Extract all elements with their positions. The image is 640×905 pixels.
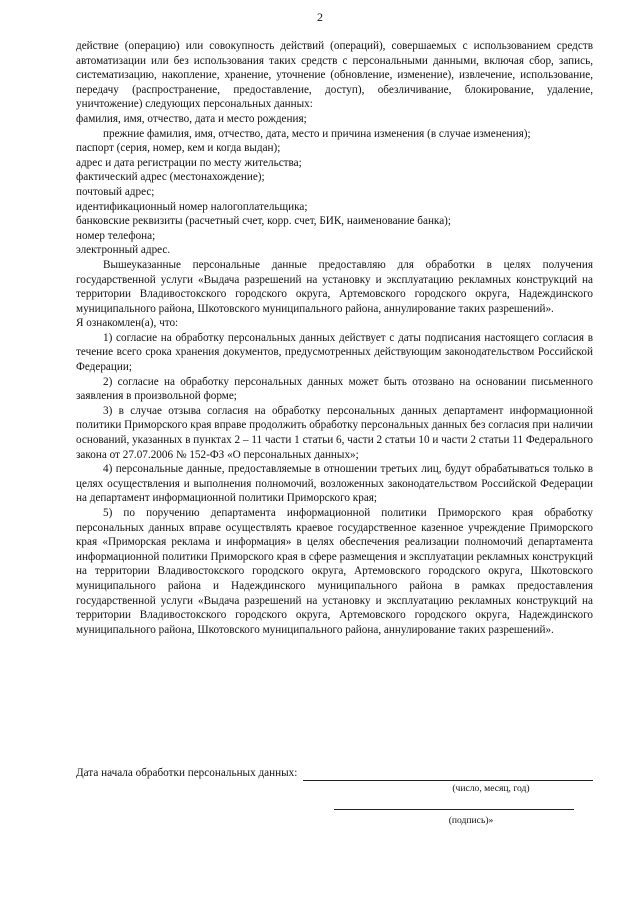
- start-date-label: Дата начала обработки персональных данных:: [76, 767, 298, 779]
- signature-field[interactable]: [334, 796, 574, 810]
- list-item: фамилия, имя, отчество, дата и место рождения;: [76, 112, 307, 125]
- signature-caption: (подпись)»: [448, 815, 494, 826]
- list-item: паспорт (серия, номер, кем и когда выдан);: [76, 142, 281, 155]
- consent-points: [76, 331, 593, 637]
- list-item: прежние фамилия, имя, отчество, дата, место и причина изменения (в случае изменения);: [103, 127, 531, 140]
- list-item: фактический адрес (местонахождение);: [76, 171, 265, 184]
- personal-data-list: [76, 112, 593, 258]
- signature-block: [76, 766, 593, 826]
- list-item: номер телефона;: [76, 229, 156, 242]
- consent-point: 4) персональные данные, предоставляемые в отношении третьих лиц, будут обрабатываться только в целях осуществления и выполнения полномочий, возложенных законодательством Российской Федерации на департамент информационной политики Приморского края;: [76, 463, 593, 505]
- page-number: 2: [317, 10, 323, 24]
- consent-point: 1) согласие на обработку персональных данных действует с даты подписания настоящего согласия в течение всего срока хранения документов, предусмотренных действующим законодательством Российской Федерации;: [76, 331, 593, 374]
- start-date-field[interactable]: [303, 767, 593, 781]
- date-caption: (число, месяц, год): [452, 783, 530, 794]
- consent-point: 2) согласие на обработку персональных данных может быть отозвано на основании письменного заявления в произвольной форме;: [76, 375, 593, 403]
- list-item: электронный адрес.: [76, 244, 171, 257]
- list-item: почтовый адрес;: [76, 185, 155, 198]
- acknowledgement-heading: Я ознакомлен(а), что:: [76, 317, 179, 330]
- consent-point: 3) в случае отзыва согласия на обработку персональных данных департамент информационной политики Приморского края вправе продолжить обработку персональных данных без согласия при наличии оснований, указанных в пунктах 2 – 11 части 1 статьи 6, части 2 статьи 10 и части 2 статьи 11 Федерального закона от 27.07.2006 № 152-ФЗ «О персональных данных»;: [76, 404, 593, 461]
- list-item: банковские реквизиты (расчетный счет, корр. счет, БИК, наименование банка);: [76, 215, 452, 228]
- intro-paragraph: действие (операцию) или совокупность действий (операций), совершаемых с использованием средств автоматизации или без использования таких средств с персональными данными, включая сбор, запись, систематизацию, накопление, хранение, уточнение (обновление, изменение), извлечение, использование, передачу (распространение, предоставление, доступ), обезличивание, блокирование, удаление, уничтожение) следующих персональных данных:: [76, 40, 593, 111]
- consent-point: 5) по поручению департамента информационной политики Приморского края обработку персональных данных вправе осуществлять краевое государственное казенное учреждение Приморского края «Приморская реклама и информация» в целях обеспечения реализации полномочий департамента информационной политики Приморского края в сфере размещения и эксплуатации рекламных конструкций на территории Владивостокского городского округа, Артемовского городского округа, Шкотовского муниципального района и Надеждинского муниципального района в рамках предоставления государственной услуги «Выдача разрешений на установку и эксплуатацию рекламных конструкций на территории Владивостокского городского округа, Артемовского городского округа, Надеждинского муниципального района, Шкотовского муниципального района, аннулирование таких разрешений».: [76, 507, 593, 636]
- purpose-paragraph: Вышеуказанные персональные данные предоставляю для обработки в целях получения государственной услуги «Выдача разрешений на установку и эксплуатацию рекламных конструкций на территории Владивостокского городского округа, Артемовского городского округа, Надеждинского муниципального района, Шкотовского муниципального района, аннулирование таких разрешений».: [76, 258, 593, 315]
- start-date-row: [76, 766, 593, 781]
- document-body: [76, 39, 593, 637]
- list-item: идентификационный номер налогоплательщика;: [76, 200, 308, 213]
- list-item: адрес и дата регистрации по месту жительства;: [76, 156, 302, 169]
